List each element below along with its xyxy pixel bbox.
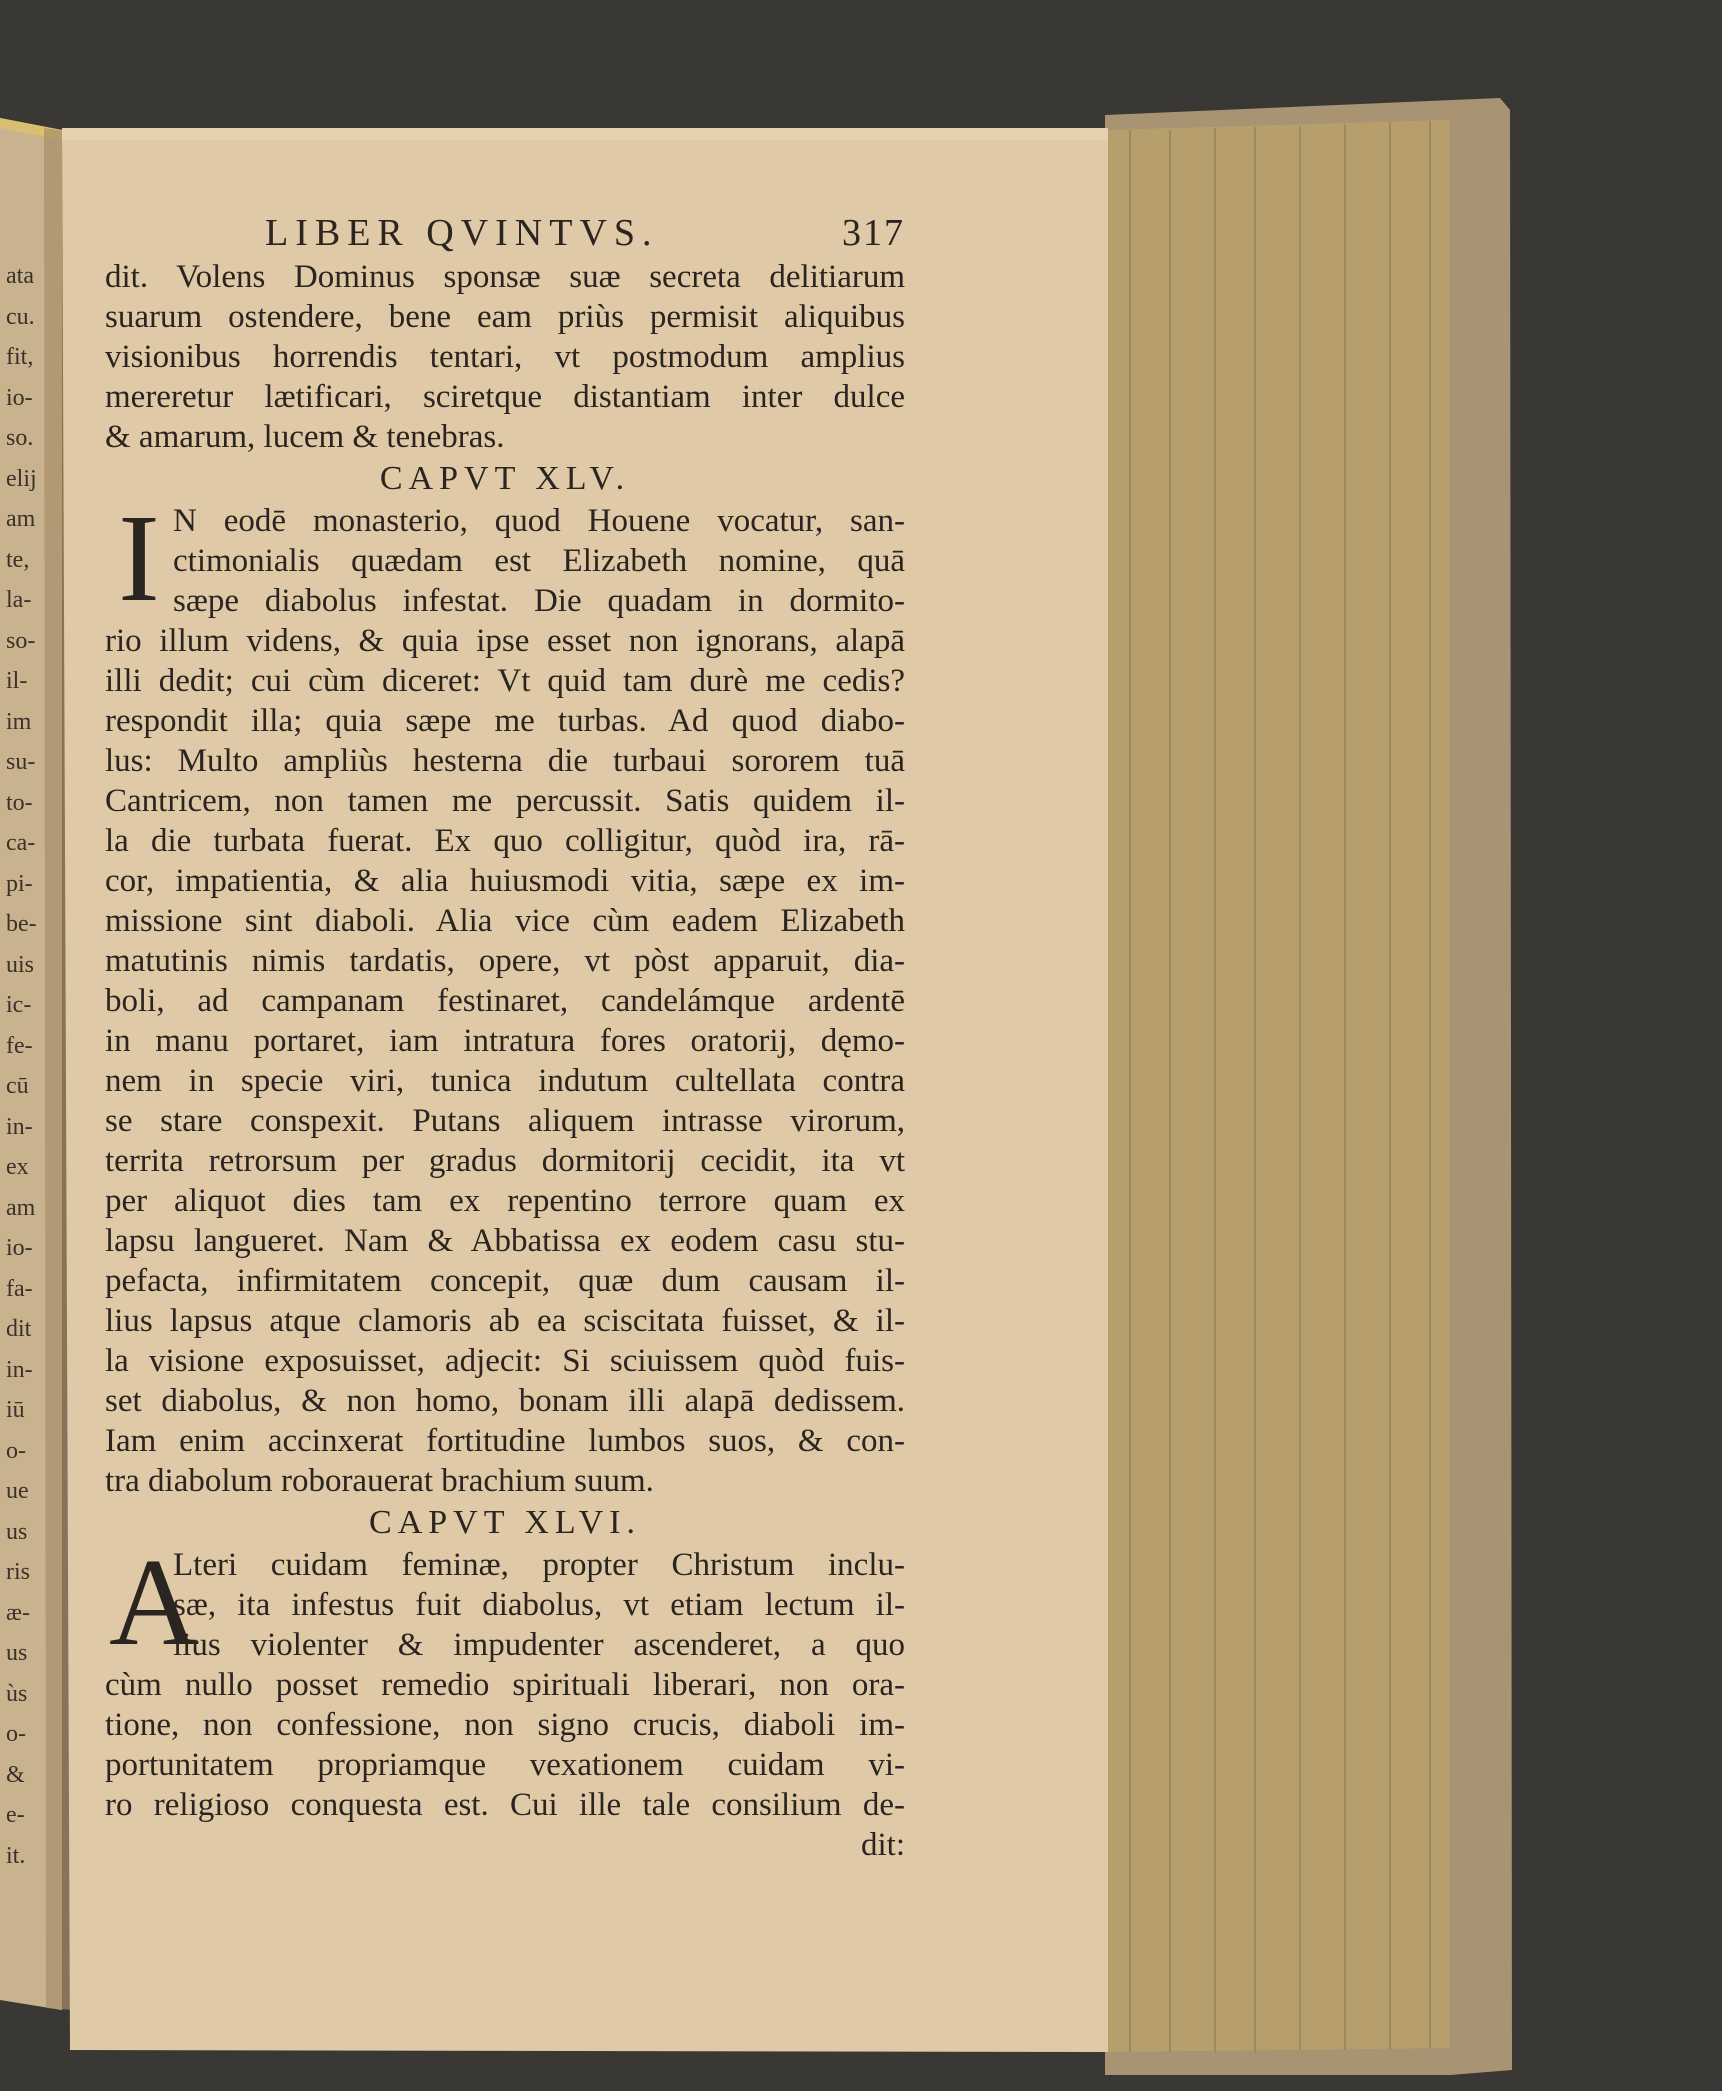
margin-fragment: il- xyxy=(6,668,28,694)
margin-fragment: su- xyxy=(6,749,36,775)
margin-fragment: it. xyxy=(6,1842,26,1869)
margin-fragment: ris xyxy=(6,1559,30,1585)
text-line: per aliquot dies tam ex repentino terrore quam ex xyxy=(105,1183,905,1219)
margin-fragment: io- xyxy=(6,1235,33,1261)
text-line: pefacta, infirmitatem concepit, quæ dum causam il- xyxy=(105,1263,905,1299)
margin-fragment: æ- xyxy=(6,1599,30,1626)
drop-capital-i: I xyxy=(118,490,160,628)
margin-fragment: fa- xyxy=(6,1275,33,1302)
margin-fragment: in- xyxy=(6,1356,33,1383)
text-line: portunitatem propriamque vexationem cuidam vi- xyxy=(105,1747,905,1783)
margin-fragment: ex xyxy=(6,1154,29,1180)
margin-fragment: fe- xyxy=(6,1032,33,1059)
text-line: se stare conspexit. Putans aliquem intrasse virorum, xyxy=(105,1103,905,1139)
text-line: respondit illa; quia sæpe me turbas. Ad quod diabo- xyxy=(105,703,905,739)
text-line: set diabolus, & non homo, bonam illi alapā dedissem. xyxy=(105,1383,905,1419)
text-line: lus: Multo ampliùs hesterna die turbaui sororem tuā xyxy=(105,743,905,779)
margin-fragment: dit xyxy=(6,1316,32,1342)
text-line: Iam enim accinxerat fortitudine lumbos suos, & con- xyxy=(105,1423,905,1459)
text-line: sæ, ita infestus fuit diabolus, vt etiam lectum il- xyxy=(173,1587,905,1623)
margin-fragment: iū xyxy=(6,1397,25,1423)
margin-fragment: am xyxy=(6,1194,36,1221)
margin-fragment: so. xyxy=(6,425,34,451)
text-line: sæpe diabolus infestat. Die quadam in dormito- xyxy=(173,583,905,619)
catchword: dit: xyxy=(860,1827,905,1863)
text-line: tione, non confessione, non signo crucis, diaboli im- xyxy=(105,1707,905,1743)
margin-fragment: & xyxy=(6,1761,25,1788)
running-title: LIBER QVINTVS. xyxy=(265,212,659,254)
chapter-heading-46: CAPVT XLVI. xyxy=(369,1504,641,1541)
margin-fragment: io- xyxy=(6,384,33,411)
text-line: la die turbata fuerat. Ex quo colligitur, quòd ira, rā- xyxy=(105,823,905,859)
margin-fragment: ùs xyxy=(6,1680,28,1707)
text-line: territa retrorsum per gradus dormitorij cecidit, ita vt xyxy=(105,1143,905,1179)
margin-fragment: cū xyxy=(6,1073,29,1099)
text-line: & amarum, lucem & tenebras. xyxy=(105,419,505,455)
text-line: illi dedit; cui cùm diceret: Vt quid tam durè me cedis? xyxy=(105,663,905,699)
margin-fragment: ic- xyxy=(6,992,32,1018)
margin-fragment: cu. xyxy=(6,303,35,330)
text-line: suarum ostendere, bene eam priùs permisit aliquibus xyxy=(105,299,905,335)
chapter-heading-45: CAPVT XLV. xyxy=(379,460,631,497)
margin-fragment: so- xyxy=(6,627,36,654)
text-line: matutinis nimis tardatis, opere, vt pòst apparuit, dia- xyxy=(105,943,905,979)
text-line: visionibus horrendis tentari, vt postmodum amplius xyxy=(105,339,905,375)
drop-capital-a: A xyxy=(109,1534,200,1672)
margin-fragment: to- xyxy=(6,789,33,816)
margin-fragment: e- xyxy=(6,1802,25,1828)
text-line: lius lapsus atque clamoris ab ea sciscitata fuisset, & il- xyxy=(105,1303,905,1339)
text-line: Cantricem, non tamen me percussit. Satis quidem il- xyxy=(105,783,905,819)
text-line: ro religioso conquesta est. Cui ille tale consilium de- xyxy=(105,1787,905,1823)
text-line: boli, ad campanam festinaret, candelámque ardentē xyxy=(105,983,905,1019)
text-line: N eodē monasterio, quod Houene vocatur, san- xyxy=(173,503,905,539)
text-line: cor, impatientia, & alia huiusmodi vitia, sæpe ex im- xyxy=(105,863,905,899)
margin-fragment: fit, xyxy=(6,344,34,370)
margin-fragment: pi- xyxy=(6,870,33,897)
margin-fragment: elij xyxy=(6,465,37,492)
margin-fragment: te, xyxy=(6,546,30,573)
margin-fragment: us xyxy=(6,1640,28,1666)
text-line: nem in specie viri, tunica indutum cultellata contra xyxy=(105,1063,905,1099)
margin-fragment: ata xyxy=(6,263,34,289)
margin-fragment: ue xyxy=(6,1478,29,1504)
fore-edge-pages xyxy=(1108,120,1450,2052)
text-line: la visione exposuisset, adjecit: Si sciuissem quòd fuis- xyxy=(105,1343,905,1379)
margin-fragment: uis xyxy=(6,951,35,978)
margin-fragment: be- xyxy=(6,911,37,937)
text-line: missione sint diaboli. Alia vice cùm eadem Elizabeth xyxy=(105,903,905,939)
margin-fragment: la- xyxy=(6,587,32,613)
text-line: ctimonialis quædam est Elizabeth nomine, quā xyxy=(173,543,905,579)
running-head xyxy=(105,205,905,265)
text-line: Lteri cuidam feminæ, propter Christum inclu- xyxy=(173,1547,905,1583)
text-line: mereretur lætificari, sciretque distantiam inter dulce xyxy=(105,379,905,415)
margin-fragment: in- xyxy=(6,1113,33,1140)
text-line: rio illum videns, & quia ipse esset non ignorans, alapā xyxy=(105,623,905,659)
margin-fragment: ca- xyxy=(6,830,36,856)
text-line: tra diabolum roborauerat brachium suum. xyxy=(105,1463,654,1499)
text-line: lapsu langueret. Nam & Abbatissa ex eodem casu stu- xyxy=(105,1223,905,1259)
text-line: lius violenter & impudenter ascenderet, a quo xyxy=(173,1627,905,1663)
text-line: in manu portaret, iam intratura fores oratorij, dęmo- xyxy=(105,1023,905,1059)
margin-fragment: im xyxy=(6,708,32,735)
margin-fragment: us xyxy=(6,1518,28,1545)
text-line: cùm nullo posset remedio spirituali liberari, non ora- xyxy=(105,1667,905,1703)
text-line: dit. Volens Dominus sponsæ suæ secreta delitiarum xyxy=(105,259,905,295)
page-number: 317 xyxy=(842,212,905,254)
margin-fragment: am xyxy=(6,506,36,532)
margin-fragment: o- xyxy=(6,1721,26,1747)
margin-fragment: o- xyxy=(6,1437,26,1464)
